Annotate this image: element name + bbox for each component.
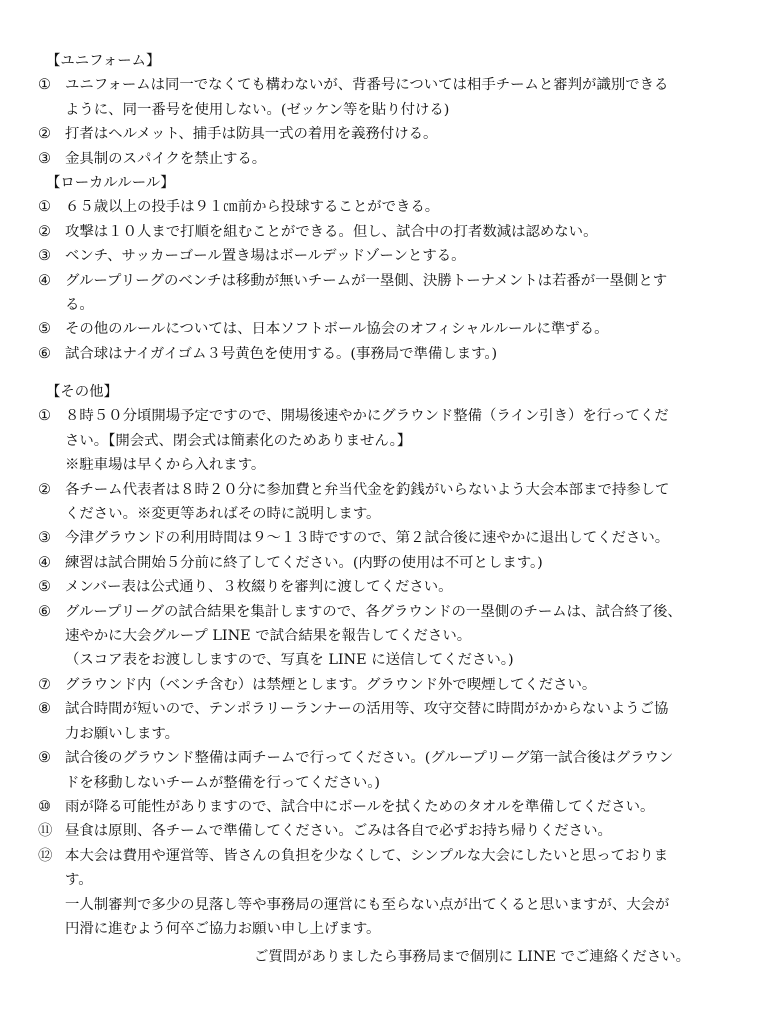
item-line: 打者はヘルメット、捕手は防具一式の着用を義務付ける。 (65, 126, 438, 143)
item-number: ① (38, 199, 51, 216)
item-number: ⑤ (38, 321, 51, 338)
list-item (38, 404, 738, 477)
item-number: ⑪ (38, 823, 53, 840)
list-item (38, 195, 738, 219)
item-text (65, 526, 738, 550)
item-line: ように、同一番号を使用しない。(ゼッケン等を貼り付ける) (65, 101, 450, 118)
list-item (38, 819, 738, 843)
item-line: 昼食は原則、各チームで準備してください。ごみは各自で必ずお持ち帰りください。 (65, 823, 612, 840)
item-number: ② (38, 223, 51, 240)
item-line: 速やかに大会グループ LINE で試合結果を報告してください。 (65, 628, 472, 645)
item-number: ⑨ (38, 750, 51, 767)
item-line: ６５歳以上の投手は９１㎝前から投球することができる。 (65, 199, 440, 216)
list-item (38, 342, 738, 366)
uniform-list (38, 73, 738, 171)
item-text (65, 478, 738, 527)
item-line: 練習は試合開始５分前に終了してください。(内野の使用は不可とします。) (65, 554, 543, 571)
item-text (65, 73, 738, 122)
item-text (65, 819, 738, 843)
item-line: 円滑に進むよう何卒ご協力お願い申し上げます。 (65, 920, 381, 937)
other-section (38, 380, 738, 941)
item-number: ③ (38, 150, 51, 167)
item-text (65, 244, 738, 268)
item-text (65, 342, 738, 366)
other-heading: 【その他】 (46, 384, 118, 400)
list-item (38, 551, 738, 575)
item-line: る。 (65, 297, 94, 314)
local-rules-list (38, 195, 738, 366)
list-item (38, 600, 738, 673)
list-item (38, 269, 738, 318)
item-line: さい。【開会式、閉会式は簡素化のためありません。】 (65, 432, 412, 449)
item-line: （スコア表をお渡ししますので、写真を LINE に送信してください。) (65, 652, 514, 669)
closing-note: ご質問がありましたら事務局まで個別に LINE でご連絡ください。 (254, 949, 691, 965)
item-text (65, 795, 738, 819)
item-line: メンバー表は公式通り、３枚綴りを審判に渡してください。 (65, 579, 453, 596)
item-line: ベンチ、サッカーゴール置き場はボールデッドゾーンとする。 (65, 248, 466, 265)
item-line: 試合時間が短いので、テンポラリーランナーの活用等、攻守交替に時間がかからないようご協 (65, 701, 669, 718)
list-item (38, 795, 738, 819)
item-number: ③ (38, 530, 51, 547)
item-number: ⑥ (38, 345, 51, 362)
item-line: ８時５０分頃開場予定ですので、開場後速やかにグラウンド整備（ライン引き）を行ってくだ (65, 408, 669, 425)
item-text (65, 122, 738, 146)
list-item (38, 746, 738, 795)
item-line: 金具制のスパイクを禁止する。 (65, 150, 267, 167)
item-number: ⑤ (38, 579, 51, 596)
list-item (38, 147, 738, 171)
item-line: 各チーム代表者は８時２０分に参加費と弁当代金を釣銭がいらないよう大会本部まで持参して (65, 481, 670, 498)
list-item (38, 673, 738, 697)
list-item (38, 317, 738, 341)
list-item (38, 122, 738, 146)
item-line: 試合球はナイガイゴム３号黄色を使用する。(事務局で準備します。) (65, 345, 498, 362)
item-number: ⑩ (38, 798, 51, 815)
item-line: 一人制審判で多少の見落し等や事務局の運営にも至らない点が出てくると思いますが、大会が (65, 896, 670, 913)
list-item (38, 697, 738, 746)
item-text (65, 404, 738, 477)
item-line: グループリーグの試合結果を集計しますので、各グラウンドの一塁側のチームは、試合終了後、 (65, 603, 682, 620)
item-line: ユニフォームは同一でなくても構わないが、背番号については相手チームと審判が識別できる (65, 77, 669, 94)
item-line: その他のルールについては、日本ソフトボール協会のオフィシャルルールに準ずる。 (65, 321, 609, 338)
item-number: ① (38, 408, 51, 425)
item-text (65, 220, 738, 244)
list-item (38, 575, 738, 599)
uniform-section (38, 49, 738, 171)
list-item (38, 73, 738, 122)
item-number: ⑦ (38, 676, 51, 693)
item-line: ドを移動しないチームが整備を行ってください。) (65, 774, 381, 791)
item-text (65, 575, 738, 599)
list-item (38, 220, 738, 244)
item-text (65, 195, 738, 219)
item-number: ⑫ (38, 847, 53, 864)
item-text (65, 697, 738, 746)
list-item (38, 244, 738, 268)
item-number: ④ (38, 272, 51, 289)
local-rules-heading: 【ローカルルール】 (46, 175, 175, 191)
item-text (65, 844, 738, 942)
item-line: ※駐車場は早くから入れます。 (65, 457, 266, 474)
item-line: グループリーグのベンチは移動が無いチームが一塁側、決勝トーナメントは若番が一塁側とす (65, 272, 668, 289)
item-text (65, 600, 738, 673)
item-number: ⑥ (38, 603, 51, 620)
item-line: 今津グラウンドの利用時間は９～１３時ですので、第２試合後に速やかに退出してください。 (65, 530, 670, 547)
item-text (65, 317, 738, 341)
item-text (65, 269, 738, 318)
item-number: ③ (38, 248, 51, 265)
item-line: 攻撃は１０人まで打順を組むことができる。但し、試合中の打者数減は認めない。 (65, 223, 598, 240)
uniform-heading: 【ユニフォーム】 (46, 53, 161, 69)
item-text (65, 551, 738, 575)
item-line: 本大会は費用や運営等、皆さんの負担を少なくして、シンプルな大会にしたいと思っておりま (65, 847, 669, 864)
list-item (38, 526, 738, 550)
item-text (65, 673, 738, 697)
item-number: ⑧ (38, 701, 51, 718)
item-text (65, 746, 738, 795)
list-item (38, 844, 738, 942)
item-line: ください。※変更等あればその時に説明します。 (65, 506, 381, 523)
item-number: ④ (38, 554, 51, 571)
local-rules-section (38, 171, 738, 366)
item-text (65, 147, 738, 171)
list-item (38, 478, 738, 527)
item-line: 力お願いします。 (65, 725, 179, 742)
item-number: ① (38, 77, 51, 94)
other-list (38, 404, 738, 941)
item-number: ② (38, 126, 51, 143)
item-line: す。 (65, 872, 93, 889)
item-line: 雨が降る可能性がありますので、試合中にボールを拭くためのタオルを準備してください。 (65, 798, 655, 815)
item-number: ② (38, 481, 51, 498)
item-line: グラウンド内（ベンチ含む）は禁煙とします。グラウンド外で喫煙してください。 (65, 676, 597, 693)
item-line: 試合後のグラウンド整備は両チームで行ってください。(グループリーグ第一試合後はグラウン (65, 750, 674, 767)
